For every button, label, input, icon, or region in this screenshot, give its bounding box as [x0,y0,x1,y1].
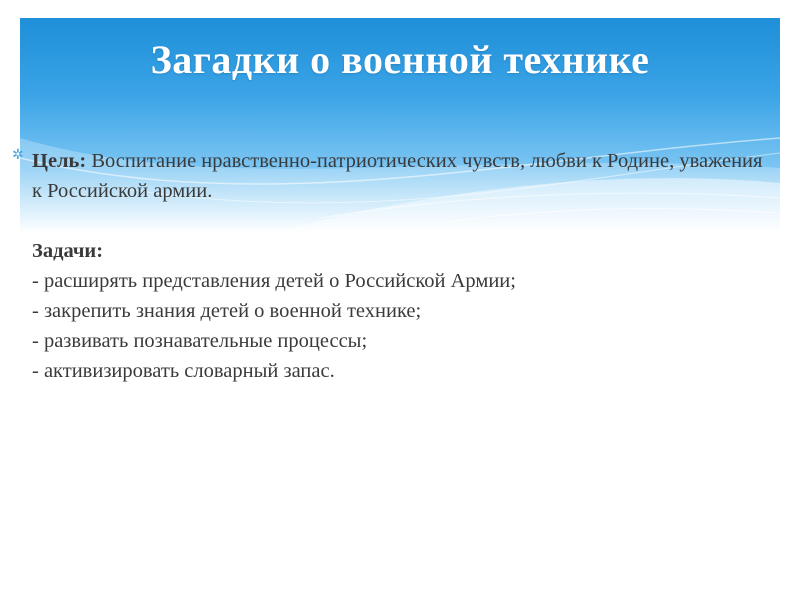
slide-body [32,146,777,386]
task-item: - активизировать словарный запас. [32,360,335,382]
asterisk-bullet-icon: ✲ [12,147,24,163]
goal-paragraph [32,146,777,206]
task-item: - закрепить знания детей о военной технике; [32,300,422,322]
task-item: - развивать познавательные процессы; [32,330,368,352]
goal-label: Цель: [32,150,87,172]
goal-text: Воспитание нравственно-патриотических чувств, любви к Родине, уважения к Российской армии. [32,150,763,202]
spacer [32,206,777,236]
task-item: - расширять представления детей о Российской Армии; [32,270,516,292]
slide-title: Загадки о военной технике [150,37,650,82]
tasks-label: Задачи: [32,240,104,262]
